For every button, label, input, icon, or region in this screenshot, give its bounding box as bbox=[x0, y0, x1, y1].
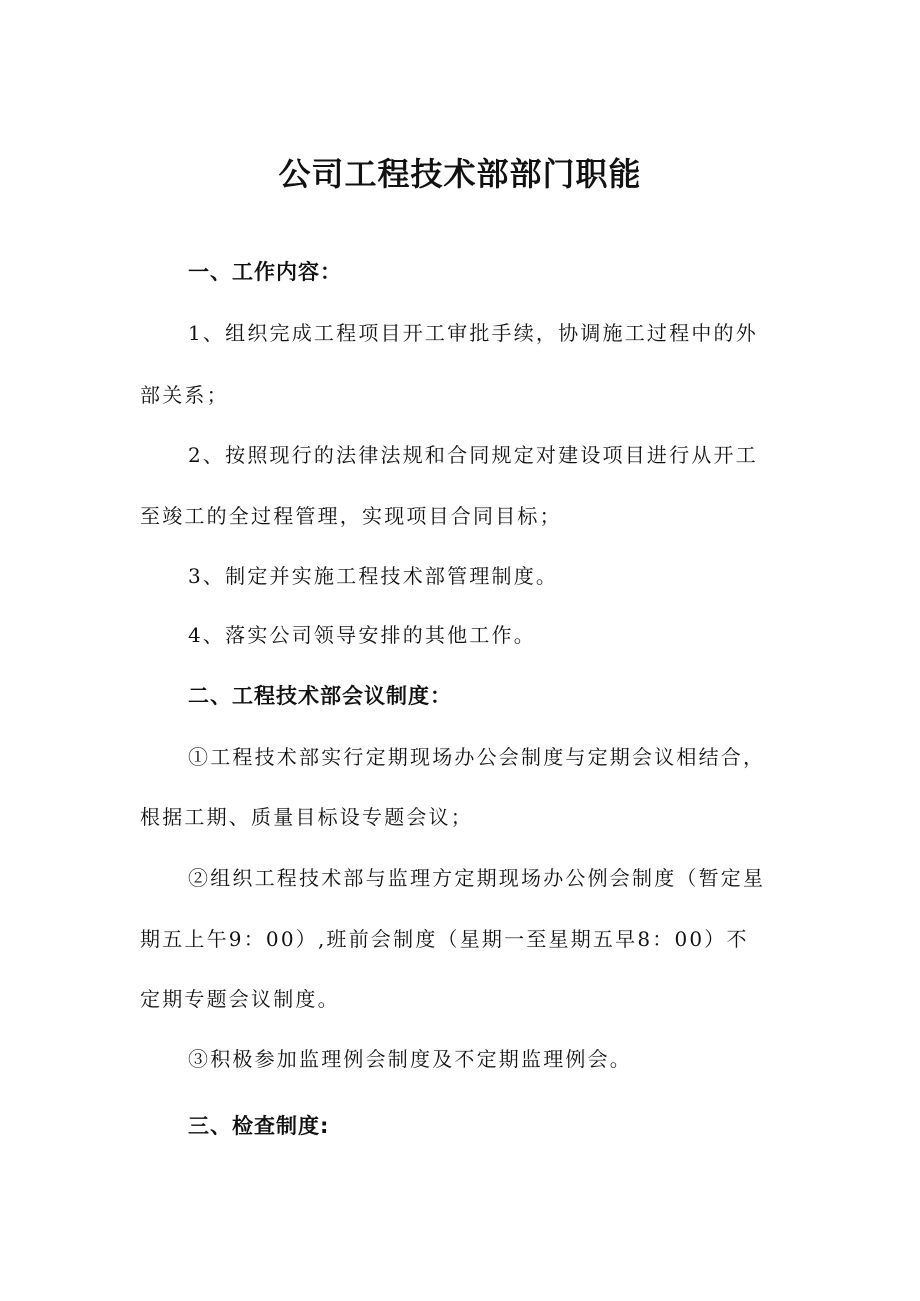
section-heading-meeting-system: 二、工程技术部会议制度： bbox=[188, 684, 452, 708]
paragraph-line: 定期专题会议制度。 bbox=[140, 987, 340, 1011]
paragraph-line: 4、落实公司领导安排的其他工作。 bbox=[188, 623, 536, 647]
paragraph-line: ①工程技术部实行定期现场办公会制度与定期会议相结合， bbox=[188, 745, 766, 769]
document-title: 公司工程技术部部门职能 bbox=[278, 155, 642, 193]
paragraph-line: 部关系； bbox=[140, 383, 229, 407]
paragraph-line: ②组织工程技术部与监理方定期现场办公例会制度（暂定星 bbox=[188, 866, 766, 890]
section-heading-work-content: 一、工作内容： bbox=[188, 260, 342, 284]
paragraph-line: 至竣工的全过程管理，实现项目合同目标； bbox=[140, 504, 562, 528]
paragraph-line: ③积极参加监理例会制度及不定期监理例会。 bbox=[188, 1047, 632, 1071]
paragraph-line: 1、组织完成工程项目开工审批手续，协调施工过程中的外 bbox=[188, 321, 758, 345]
paragraph-line: 2、按照现行的法律法规和合同规定对建设项目进行从开工 bbox=[188, 443, 758, 467]
paragraph-line: 根据工期、质量目标设专题会议； bbox=[140, 805, 473, 829]
paragraph-line: 期五上午9：00）,班前会制度（星期一至星期五早8：00）不 bbox=[140, 927, 749, 951]
section-heading-inspection-system: 三、检查制度: bbox=[188, 1114, 330, 1138]
paragraph-line: 3、制定并实施工程技术部管理制度。 bbox=[188, 564, 559, 588]
